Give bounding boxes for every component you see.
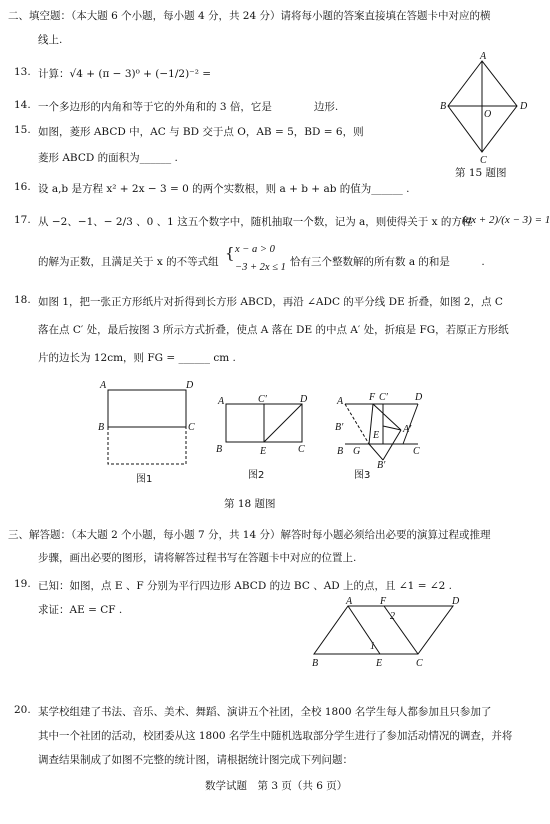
q19-label-a: A <box>346 596 353 607</box>
q17-system-eq2: −3 + 2x ≤ 1 <box>235 262 286 273</box>
q19-parallelogram-figure <box>310 594 460 669</box>
q15-label-c: C <box>480 155 487 166</box>
q18-f3-label-b: B <box>337 446 344 457</box>
q15-label-o: O <box>484 109 492 120</box>
q14-text: 一个多边形的内角和等于它的外角和的 3 倍，它是 边形. <box>38 101 339 113</box>
q19-label-b: B <box>312 658 319 669</box>
q18-f2-label-b: B <box>216 444 223 455</box>
q18-f3-label-bprime: B′ <box>377 460 386 471</box>
q18-f3-label-e: E <box>373 430 380 441</box>
q18-f2-label-c: C <box>298 444 305 455</box>
q17-equation: (ax + 2)/(x − 3) = 1 <box>462 214 550 226</box>
section-2-header: 二、填空题：（本大题 6 个小题，每小题 4 分，共 24 分）请将每小题的答案直接填在答题卡中对应的横 <box>8 10 491 22</box>
q19-number: 19. <box>14 578 31 590</box>
q19-label-d: D <box>452 596 460 607</box>
q15-caption: 第 15 题图 <box>455 167 507 179</box>
q18-f2-label-cprime: C′ <box>258 394 267 405</box>
q20-number: 20. <box>14 704 31 716</box>
q18-line2: 落在点 C′ 处，最后按图 3 所示方式折叠，使点 A 落在 DE 的中点 A′ 处，折痕是 FG，若原正方形纸 <box>38 324 509 336</box>
q17-line2a: 的解为正数，且满足关于 x 的不等式组 <box>38 256 219 268</box>
q15-label-d: D <box>520 101 528 112</box>
q19-label-c: C <box>416 658 423 669</box>
q15-number: 15. <box>14 124 31 136</box>
q19-label-angle-2: 2 <box>390 611 395 622</box>
q18-f2-label-e: E <box>260 446 267 457</box>
q13-number: 13. <box>14 66 31 78</box>
q17-number: 17. <box>14 214 31 226</box>
q16-text: 设 a,b 是方程 x² + 2x − 3 = 0 的两个实数根，则 a + b + ab 的值为______ . <box>38 183 410 195</box>
section-3-header: 三、解答题：（本大题 2 个小题，每小题 7 分，共 14 分）解答时每小题必须给出必要的演算过程或推理 <box>8 529 491 541</box>
q19-line1: 已知：如图，点 E 、F 分别为平行四边形 ABCD 的边 BC 、AD 上的点，且 ∠1 = ∠2 . <box>38 580 452 592</box>
q15-line1: 如图，菱形 ABCD 中，AC 与 BD 交于点 O，AB = 5，BD = 6，则 <box>38 126 364 138</box>
q14-number: 14. <box>14 99 31 111</box>
q18-caption: 第 18 题图 <box>224 498 276 510</box>
q18-f2-label-d: D <box>300 394 308 405</box>
q18-figure-2-label: 图2 <box>248 470 265 481</box>
q18-f3-label-c: C <box>413 446 420 457</box>
q18-f3-label-bprime-left: B′ <box>335 422 344 433</box>
q19-label-e: E <box>376 658 383 669</box>
page-footer: 数学试题 第 3 页（共 6 页） <box>205 780 348 792</box>
q18-line1: 如图 1，把一张正方形纸片对折得到长方形 ABCD，再沿 ∠ADC 的平分线 DE 折叠，如图 2，点 C <box>38 296 503 308</box>
q18-f3-label-f: F <box>369 392 376 403</box>
q17-line1: 从 −2、−1、− 2/3 、0 、1 这五个数字中，随机抽取一个数，记为 a，则使得关于 x 的方程 <box>38 216 473 228</box>
q18-f1-label-b: B <box>98 422 105 433</box>
q18-f2-label-a: A <box>218 396 225 407</box>
q20-line2: 其中一个社团的活动，校团委从这 1800 名学生中随机选取部分学生进行了参加活动情况的调查，并将 <box>38 730 513 742</box>
q18-line3: 片的边长为 12cm，则 FG = ______ cm . <box>38 352 236 364</box>
q19-label-f: F <box>380 596 387 607</box>
q13-text: 计算：√4 + (π − 3)⁰ + (−1/2)⁻² = <box>38 68 212 80</box>
q18-number: 18. <box>14 294 31 306</box>
section-3-header-cont: 步骤，画出必要的图形，请将解答过程书写在答题卡中对应的位置上. <box>38 552 357 564</box>
q17-system-eq1: x − a > 0 <box>235 244 275 255</box>
q15-label-a: A <box>480 51 487 62</box>
q18-f3-label-aprime: A′ <box>403 424 412 435</box>
q17-line2b: 恰有三个整数解的所有数 a 的和是 . <box>290 256 485 268</box>
q18-f1-label-c: C <box>188 422 195 433</box>
q19-line2: 求证：AE = CF . <box>38 604 123 616</box>
q18-figure-2 <box>212 392 312 462</box>
q15-label-b: B <box>440 101 447 112</box>
q18-f3-label-d: D <box>415 392 423 403</box>
q17-system-brace: { <box>225 244 235 262</box>
q18-figure-3-label: 图3 <box>354 470 371 481</box>
q16-number: 16. <box>14 181 31 193</box>
q18-f3-label-a: A <box>337 396 344 407</box>
q18-f1-label-a: A <box>100 380 107 391</box>
q18-f1-label-d: D <box>186 380 194 391</box>
q18-f3-label-cprime: C′ <box>379 392 388 403</box>
q18-f3-label-g: G <box>353 446 361 457</box>
q20-line1: 某学校组建了书法、音乐、美术、舞蹈、演讲五个社团，全校 1800 名学生每人都参加且只参加了 <box>38 706 492 718</box>
q15-line2: 菱形 ABCD 的面积为______ . <box>38 152 178 164</box>
q19-label-angle-1: 1 <box>370 641 375 652</box>
q20-line3: 调查结果制成了如图不完整的统计图，请根据统计图完成下列问题： <box>38 754 353 766</box>
q18-figure-1-label: 图1 <box>136 474 153 485</box>
section-2-header-cont: 线上. <box>38 34 63 46</box>
q15-rhombus-figure <box>440 52 535 164</box>
q18-figure-3 <box>333 388 433 471</box>
